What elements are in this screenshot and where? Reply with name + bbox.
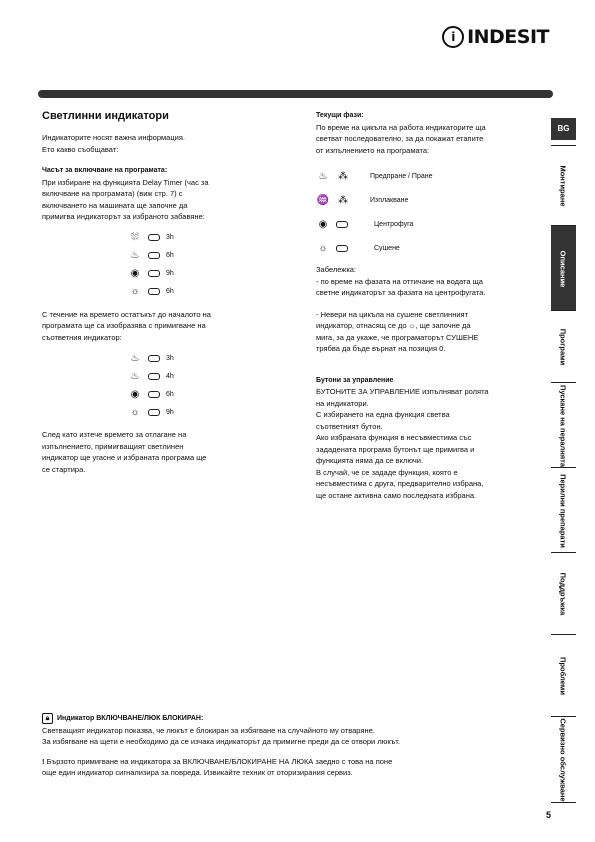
- buttons-text-10: ще остане активна само последната избрана.: [316, 490, 477, 500]
- end-text-2: изпълнението, примигващият светлинен: [42, 441, 184, 451]
- intro-line-2: Ето какво съобщават:: [42, 144, 119, 154]
- tab-maintenance[interactable]: Поддръжка: [551, 552, 576, 635]
- mid-text-2: програмата ще са изобразява с примигване на: [42, 321, 206, 330]
- tab-detergents[interactable]: Перилни препарати: [551, 467, 576, 553]
- dry-text-4: трябва да бъде върнат на позиция 0.: [316, 344, 446, 353]
- rinse-icon: ♒: [316, 194, 330, 206]
- led-icon: [336, 221, 348, 228]
- delay-text-4: примигва индикаторът за избраното забавяне:: [42, 212, 205, 221]
- tab-description[interactable]: Описание: [551, 225, 576, 311]
- phases-text-3: от изпълнението на програмата:: [316, 145, 430, 155]
- spin-icon: ◉: [318, 218, 328, 230]
- buttons-title: Бутони за управление: [316, 376, 394, 384]
- delay-indicator-list: [128, 229, 277, 301]
- led-blink-icon: ⁂: [338, 194, 348, 206]
- delay-row: ♨ 3h: [128, 349, 277, 367]
- brand-logo: [442, 26, 549, 48]
- tab-service[interactable]: Сервизно обслужване: [551, 716, 576, 803]
- delay-indicator-list-2: [128, 349, 277, 421]
- rinse-icon: ♨: [130, 370, 140, 382]
- section-title: Светлинни индикатори: [42, 110, 169, 122]
- tab-start[interactable]: Пускане на пералнята: [551, 382, 576, 468]
- led-icon: [148, 373, 160, 380]
- phase-row: ♒ ⁂ Изплакване: [316, 194, 409, 206]
- warning-icon: !: [42, 756, 47, 766]
- dry-text-3: мига, за да укаже, че програматорът СУШЕНЕ: [316, 332, 479, 342]
- led-icon: [148, 288, 160, 295]
- delay-row: ◉ 6h: [128, 385, 277, 403]
- dry-text-1: - Невери на цикъла на сушене светлинният: [316, 309, 469, 319]
- led-blink-icon: ⁂: [338, 170, 348, 182]
- spin-icon: ◉: [130, 268, 140, 279]
- page-number: 5: [545, 810, 551, 820]
- buttons-text-8: В случай, че се зададе функция, която е: [316, 467, 458, 477]
- tab-installation[interactable]: Монтиране: [551, 145, 576, 226]
- delay-text-1: При избиране на функцията Delay Timer (час за: [42, 177, 209, 187]
- tab-problems[interactable]: Проблеми: [551, 634, 576, 717]
- wash-icon: ♨: [318, 170, 328, 182]
- intro-line-1: Индикаторите носят важна информация.: [42, 133, 185, 142]
- phase-row: ♨ ⁂ Предпране / Пране: [316, 164, 548, 188]
- language-tab: BG: [551, 118, 576, 140]
- delay-row: ◉ 9h: [128, 265, 277, 283]
- warning-text-2: още един индикатор сигнализира за повреда. Извикайте техник от оторизирания сервиз.: [42, 768, 353, 777]
- delay-row: ☼ 6h: [128, 283, 277, 301]
- phases-title: Текущи фази:: [316, 112, 364, 119]
- end-text-4: се стартира.: [42, 464, 86, 474]
- end-text-1: След като изтече времето за отлагане на: [42, 430, 187, 439]
- phase-list: [316, 164, 548, 260]
- bottom-section: [42, 713, 547, 779]
- led-icon: [148, 355, 160, 362]
- spin-icon: ◉: [130, 388, 140, 400]
- mid-text-1: С течение на времето остатъкът до началото на: [42, 309, 211, 319]
- dry-icon: ☼: [130, 406, 140, 418]
- buttons-text-1: БУТОНИТЕ ЗА УПРАВЛЕНИЕ изпълняват ролята: [316, 387, 489, 396]
- phase-row: ◉ Центрофуга: [316, 212, 548, 236]
- buttons-text-4: съответният бутон.: [316, 421, 383, 431]
- brand-ring-icon: i: [442, 26, 464, 48]
- buttons-text-5: Ако избраната функция в несъвместима със: [316, 433, 472, 442]
- rinse-icon: ♨: [130, 250, 140, 261]
- mid-text-3: съответния индикатор:: [42, 332, 122, 342]
- delay-row: ⛆ 3h: [128, 229, 277, 247]
- note-text-1: - по време на фазата на оттичане на водата ща: [316, 276, 483, 286]
- lock-text-2: За избягване на щети е необходимо да се изчака индикаторът да примигне преди да се отвори люкът.: [42, 737, 400, 746]
- left-column: [42, 110, 277, 475]
- led-icon: [148, 234, 160, 241]
- buttons-text-9: несъвместима с друга, предварително избрана,: [316, 479, 484, 488]
- led-icon: [148, 391, 160, 398]
- phases-text-2: светват последователно, за да покажат етапите: [316, 134, 484, 143]
- right-column: [316, 110, 548, 501]
- led-icon: [336, 245, 348, 252]
- prewash-icon: ⛆: [131, 232, 139, 243]
- delay-text-3: включването на машината ще започне да: [42, 200, 188, 210]
- lock-title-row: [42, 713, 547, 725]
- note-text-2: светне индикаторът за фазата на центрофугата.: [316, 288, 486, 297]
- phase-row: ☼ Сушене: [316, 236, 548, 260]
- tab-programs[interactable]: Програми: [551, 310, 576, 383]
- led-icon: [148, 270, 160, 277]
- dry-icon: ☼: [130, 286, 140, 297]
- brand-text: INDESIT: [467, 26, 549, 48]
- buttons-text-3: С избирането на една функция светва: [316, 410, 450, 419]
- buttons-text-6: зададената програма бутонът ще примигва и: [316, 444, 475, 454]
- dry-icon: ☼: [318, 242, 328, 254]
- delay-row: ☼ 9h: [128, 403, 277, 421]
- warning-text-1: ! Бързото примигване на индикатора за ВКЛЮЧВАНЕ/БЛОКИРАНЕ НА ЛЮКА заедно с това на поне: [42, 756, 393, 766]
- delay-row: ♨ 4h: [128, 367, 277, 385]
- buttons-text-7: функцията няма да се включи.: [316, 456, 424, 465]
- header-bar: [38, 90, 553, 98]
- section-tabs: [551, 95, 595, 841]
- lock-title: Индикатор ВКЛЮЧВАНЕ/ЛЮК БЛОКИРАН:: [57, 715, 204, 722]
- phases-text-1: По време на цикъла на работа индикаторите ща: [316, 122, 486, 132]
- delay-row: ♨ 6h: [128, 247, 277, 265]
- led-icon: [148, 252, 160, 259]
- end-text-3: индикатор ще угасне и избраната програма ще: [42, 453, 207, 462]
- delay-text-2: включване на програмата) (виж стр. 7) с: [42, 189, 183, 198]
- prewash-icon: ♨: [130, 352, 140, 364]
- delay-title: Часът за включване на програмата:: [42, 167, 168, 174]
- buttons-text-2: на индикатори.: [316, 398, 369, 408]
- dry-text-2: индикатор, отнасящ се до ☼, ще започне да: [316, 321, 471, 330]
- led-icon: [148, 409, 160, 416]
- lock-icon: 🔒︎: [42, 713, 53, 724]
- lock-text-1: Светващият индикатор показва, че люкът е блокиран за избягване на случайното му отваряне.: [42, 725, 375, 735]
- note-title: Забележка:: [316, 265, 357, 274]
